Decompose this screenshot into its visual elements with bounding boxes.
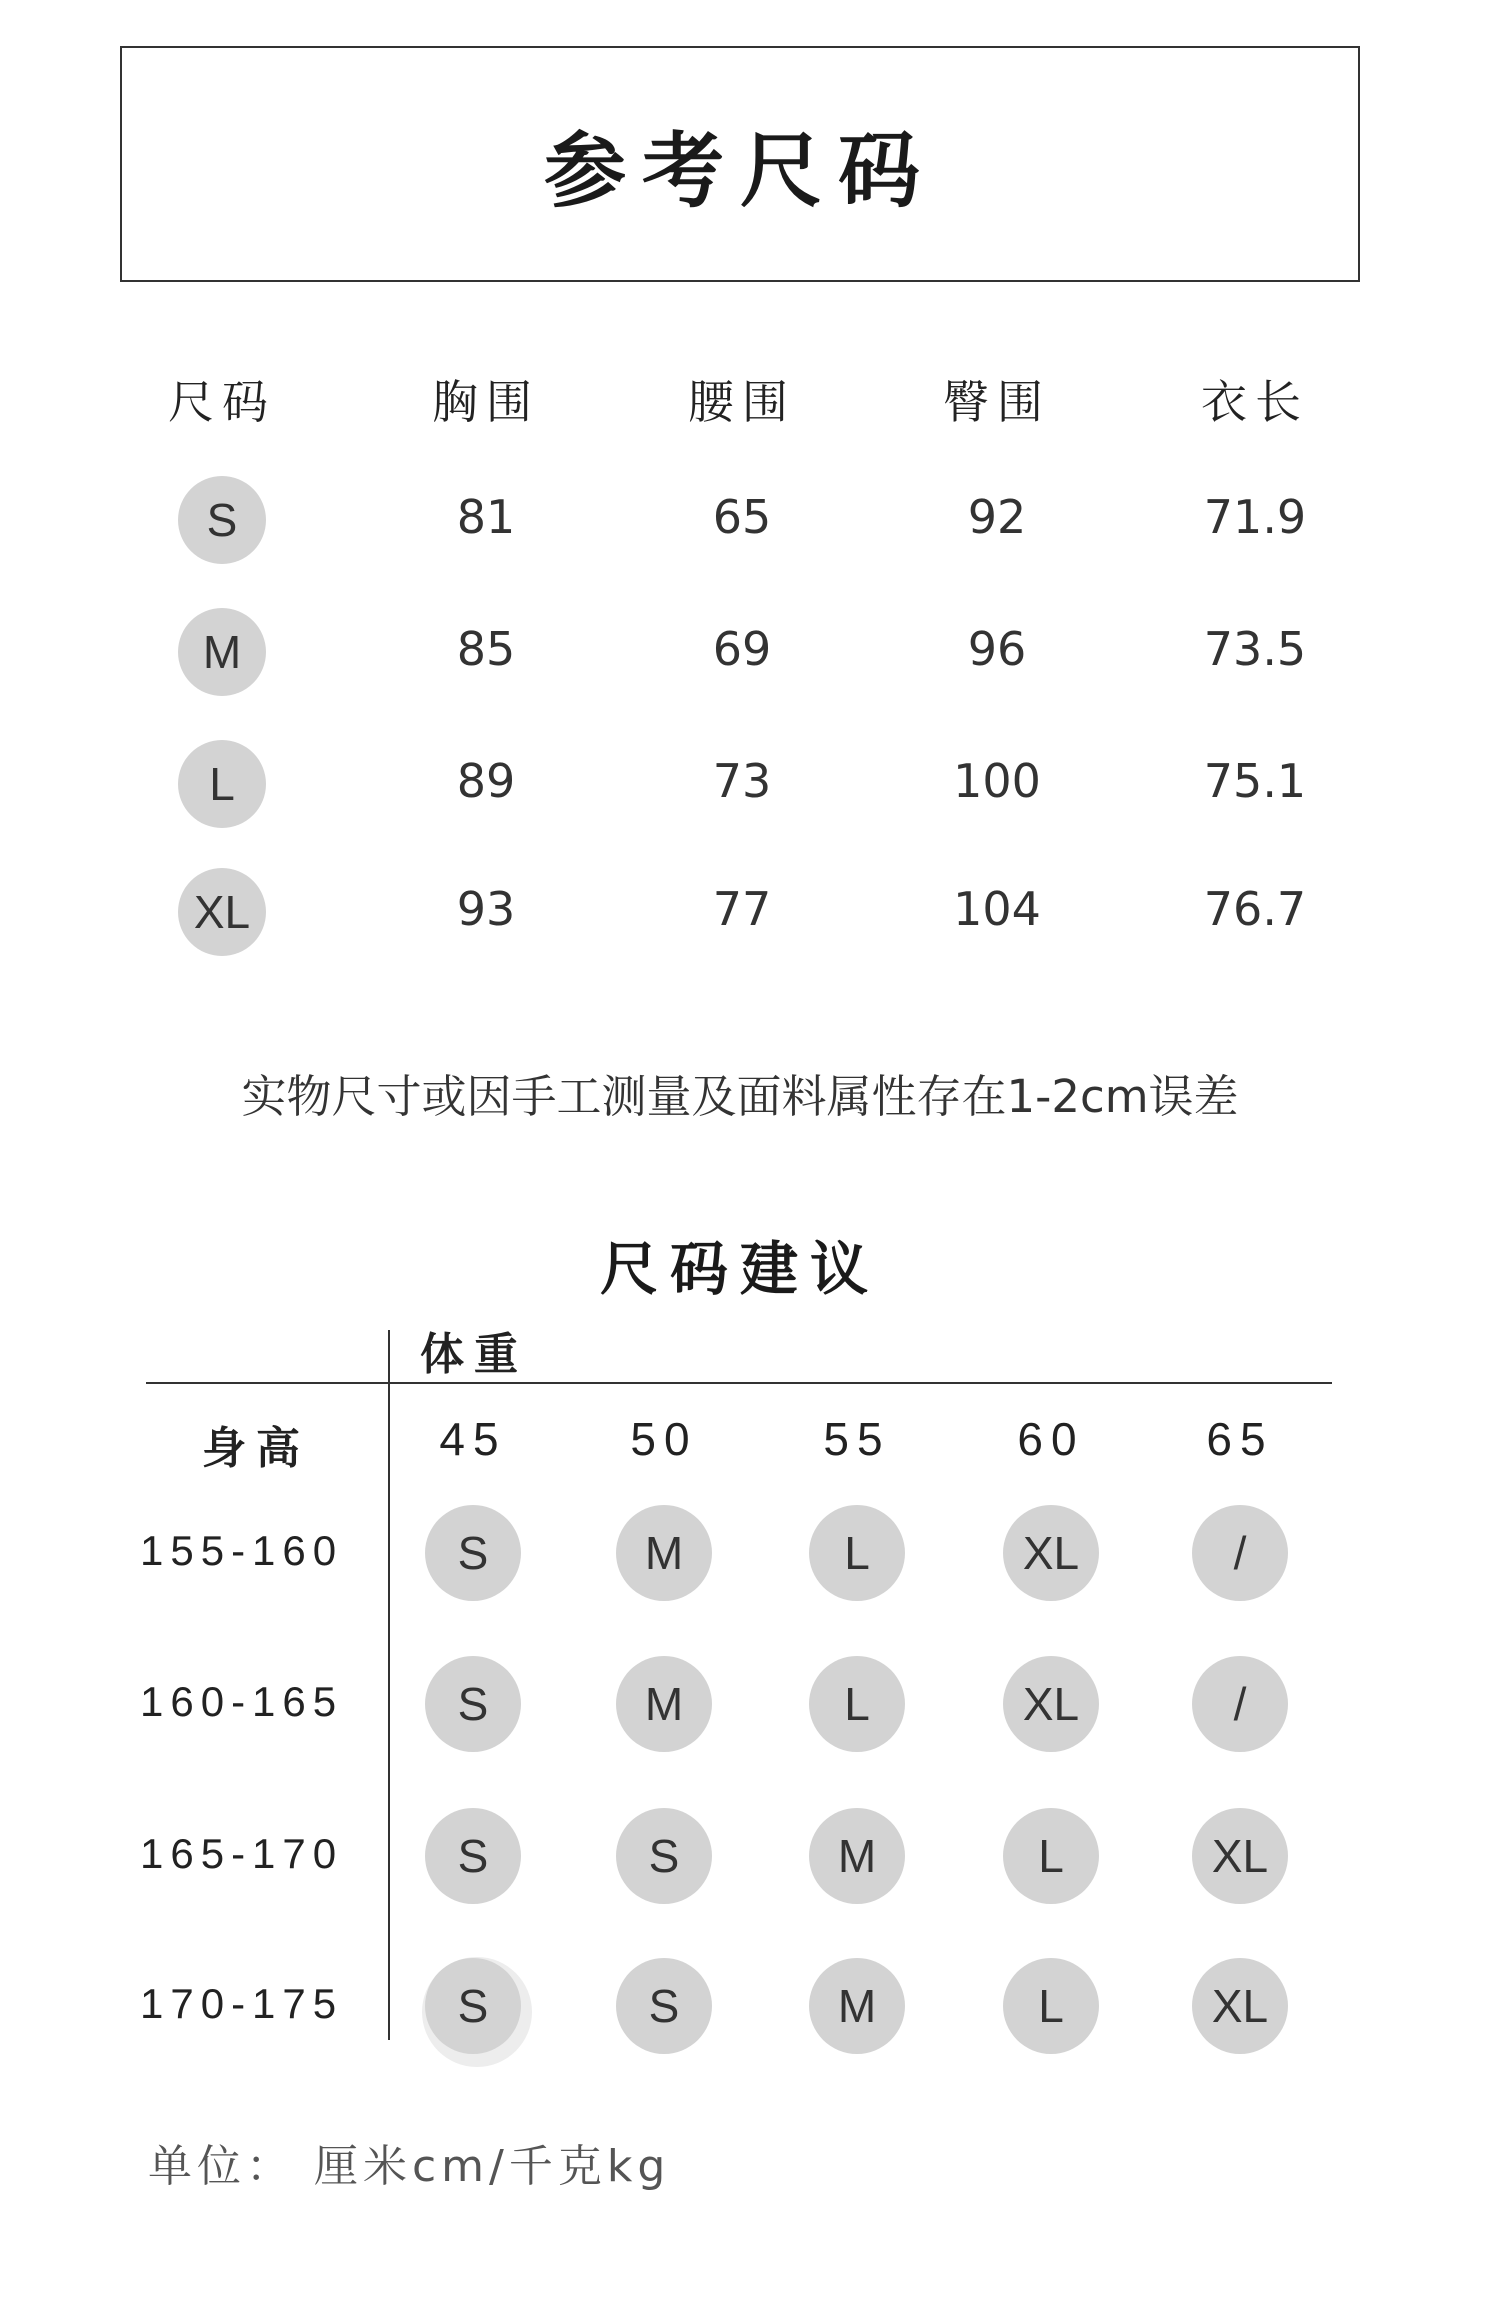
size-badge: S (425, 1958, 521, 2054)
cell-waist: 73 (712, 754, 772, 808)
measurement-note: 实物尺寸或因手工测量及面料属性存在1-2cm误差 (241, 1070, 1239, 1123)
cell-hip: 104 (953, 882, 1041, 936)
size-badge: S (616, 1958, 712, 2054)
title-box (120, 46, 1360, 282)
weight-col-50: 50 (630, 1413, 698, 1465)
weight-col-45: 45 (439, 1413, 507, 1465)
size-badge: / (1192, 1505, 1288, 1601)
weight-col-60: 60 (1017, 1413, 1085, 1465)
height-row-label: 165-170 (140, 1830, 344, 1877)
weight-label: 体重 (420, 1329, 528, 1380)
size-badge: XL (1003, 1656, 1099, 1752)
weight-col-65: 65 (1206, 1413, 1274, 1465)
page-title: 参考尺码 (543, 123, 936, 219)
cell-chest: 93 (456, 882, 516, 936)
cell-length: 73.5 (1203, 622, 1307, 676)
size-badge: L (809, 1505, 905, 1601)
cell-length: 76.7 (1203, 882, 1307, 936)
size-badge: L (1003, 1808, 1099, 1904)
size-badge: M (809, 1958, 905, 2054)
size-badge: M (616, 1505, 712, 1601)
cell-hip: 100 (953, 754, 1041, 808)
size-badge: S (425, 1505, 521, 1601)
header-chest: 胸围 (432, 375, 540, 429)
height-row-label: 160-165 (140, 1678, 344, 1725)
unit-note: 单位： 厘米cm/千克kg (148, 2141, 671, 2192)
recommend-title: 尺码建议 (599, 1235, 880, 1303)
height-row-label: 155-160 (140, 1527, 344, 1574)
size-badge: M (178, 608, 266, 696)
size-badge: S (178, 476, 266, 564)
horizontal-divider (146, 1382, 1332, 1384)
header-hip: 臀围 (943, 375, 1051, 429)
cell-chest: 89 (456, 754, 516, 808)
size-badge: XL (178, 868, 266, 956)
size-badge: L (178, 740, 266, 828)
cell-chest: 81 (456, 490, 516, 544)
size-badge: XL (1003, 1505, 1099, 1601)
size-badge: M (616, 1656, 712, 1752)
height-label: 身高 (202, 1423, 310, 1474)
size-badge: S (425, 1656, 521, 1752)
size-badge: S (616, 1808, 712, 1904)
size-badge: XL (1192, 1958, 1288, 2054)
cell-hip: 92 (967, 490, 1027, 544)
header-waist: 腰围 (688, 375, 796, 429)
size-badge: L (809, 1656, 905, 1752)
size-badge: S (425, 1808, 521, 1904)
size-badge: M (809, 1808, 905, 1904)
header-size: 尺码 (168, 375, 276, 429)
size-badge: L (1003, 1958, 1099, 2054)
weight-col-55: 55 (823, 1413, 891, 1465)
cell-hip: 96 (967, 622, 1027, 676)
header-length: 衣长 (1201, 375, 1309, 429)
cell-waist: 69 (712, 622, 772, 676)
cell-chest: 85 (456, 622, 516, 676)
cell-length: 75.1 (1203, 754, 1307, 808)
cell-waist: 77 (712, 882, 772, 936)
size-badge: / (1192, 1656, 1288, 1752)
size-badge: XL (1192, 1808, 1288, 1904)
cell-waist: 65 (712, 490, 772, 544)
height-row-label: 170-175 (140, 1980, 344, 2027)
cell-length: 71.9 (1203, 490, 1307, 544)
